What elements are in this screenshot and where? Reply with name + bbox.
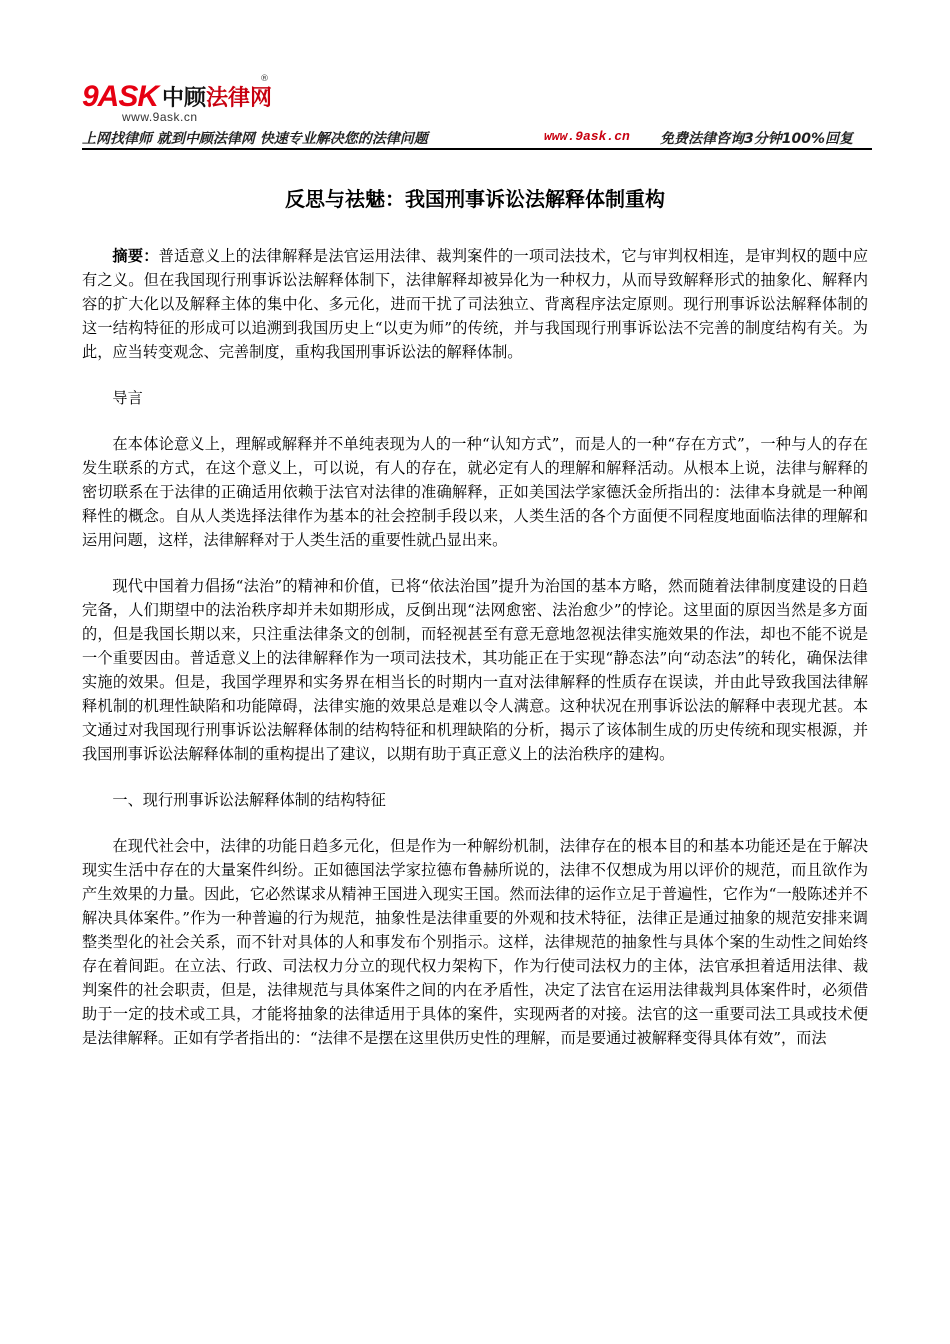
intro-heading: 导言: [112, 389, 143, 407]
abstract-label: 摘要：: [112, 247, 159, 265]
abstract-text: 普适意义上的法律解释是法官运用法律、裁判案件的一项司法技术，它与审判权相连，是审判权的题中应有之义。但在我国现行刑事诉讼法解释体制下，法律解释却被异化为一种权力，从而导致解释形式的抽象化、解释内容的扩大化以及解释主体的集中化、多元化，进而干扰了司法独立、背离程序法定原则。现行刑事诉讼法解释体制的这一结构特征的形成可以追溯到我国历史上“以吏为师”的传统，并与我国现行刑事诉讼法不完善的制度结构有关。为此，应当转变观念、完善制度，重构我国刑事诉讼法的解释体制。: [82, 247, 869, 361]
registered-mark: ®: [260, 74, 269, 84]
logo-name-part-1: 中顾: [162, 86, 207, 111]
header-consult-slogan: 免费法律咨询3分钟100%回复: [660, 131, 853, 147]
body-paragraph-3: 在现代社会中，法律的功能日趋多元化，但是作为一种解纷机制，法律存在的根本目的和基本功能还是在于解决现实生活中存在的大量案件纠纷。正如德国法学家拉德布鲁赫所说的，法律不仅想成为用以评价的规范，而且欲作为产生效果的力量。因此，它必然谋求从精神王国进入现实王国。然而法律的运作立足于普遍性，它作为“一般陈述并不解决具体案件。”作为一种普遍的行为规范，抽象性是法律重要的外观和技术特征，法律正是通过抽象的规范安排来调整类型化的社会关系，而不针对具体的人和事发布个别指示。这样，法律规范的抽象性与具体个案的生动性之间始终存在着间距。在立法、行政、司法权力分立的现代权力架构下，作为行使司法权力的主体，法官承担着适用法律、裁判案件的社会职责，但是，法律规范与具体案件之间的内在矛盾性，决定了法官在运用法律裁判具体案件时，必须借助于一定的技术或工具，才能将抽象的法律适用于具体的案件，实现两者的对接。法官的这一重要司法工具或技术便是法律解释。正如有学者指出的：“法律不是摆在这里供历史性的理解，而是要通过被解释变得具体有效”，而法: [82, 837, 868, 1047]
logo-url: www.9ask.cn: [122, 110, 198, 124]
logo-mark: 9ASK: [82, 80, 159, 113]
abstract-paragraph: [82, 244, 868, 364]
header-divider: [82, 148, 872, 150]
body-paragraph-2: 现代中国着力倡扬“法治”的精神和价值，已将“依法治国”提升为治国的基本方略，然而随着法律制度建设的日趋完备，人们期望中的法治秩序却并未如期形成，反倒出现“法网愈密、法治愈少”的悖论。这里面的原因当然是多方面的，但是我国长期以来，只注重法律条文的创制，而轻视甚至有意无意地忽视法律实施效果的作法，却也不能不说是一个重要因由。普适意义上的法律解释作为一项司法技术，其功能正在于实现“静态法”向“动态法”的转化，确保法律实施的效果。但是，我国学理界和实务界在相当长的时期内一直对法律解释的性质存在误读，并由此导致我国法律解释机制的机理性缺陷和功能障碍，法律实施的效果总是难以令人满意。这种状况在刑事诉讼法的解释中表现尤甚。本文通过对我国现行刑事诉讼法解释体制的结构特征和机理缺陷的分析，揭示了该体制生成的历史传统和现实根源，并我国刑事诉讼法解释体制的重构提出了建议，以期有助于真正意义上的法治秩序的建构。: [82, 577, 868, 763]
header-tagline: 上网找律师 就到中顾法律网 快速专业解决您的法律问题: [82, 131, 428, 147]
document-body: [82, 244, 868, 1072]
document-title: 反思与祛魅：我国刑事诉讼法解释体制重构: [285, 187, 665, 211]
header-site-link[interactable]: www.9ask.cn: [544, 129, 630, 144]
section-1-heading: 一、现行刑事诉讼法解释体制的结构特征: [112, 791, 386, 809]
body-paragraph-1: 在本体论意义上，理解或解释并不单纯表现为人的一种“认知方式”，而是人的一种“存在方式”，一种与人的存在发生联系的方式，在这个意义上，可以说，有人的存在，就必定有人的理解和解释活动。从根本上说，法律与解释的密切联系在于法律的正确适用依赖于法官对法律的准确解释，正如美国法学家德沃金所指出的：法律本身就是一种阐释性的概念。自从人类选择法律作为基本的社会控制手段以来，人类生活的各个方面便不同程度地面临法律的理解和运用问题，这样，法律解释对于人类生活的重要性就凸显出来。: [82, 435, 868, 549]
page-header: [82, 74, 872, 150]
logo-name-part-2: 法律网: [206, 86, 273, 111]
site-logo[interactable]: [82, 74, 272, 114]
